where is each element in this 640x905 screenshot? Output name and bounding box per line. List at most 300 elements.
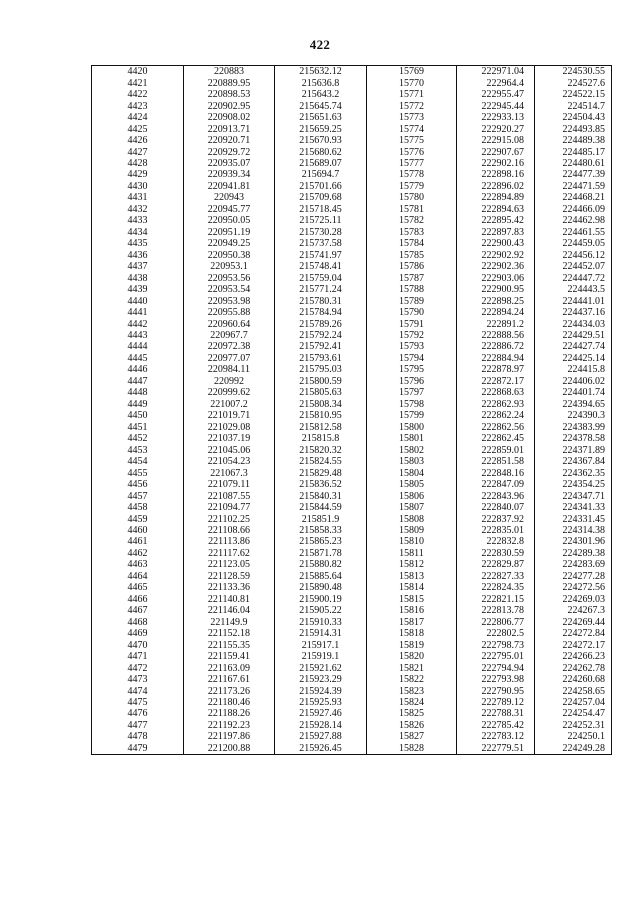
cell-point-number-2: 15803	[367, 456, 457, 467]
cell-point-number-2: 15805	[367, 479, 457, 490]
cell-point-number-2: 15799	[367, 410, 457, 421]
table-row	[92, 135, 612, 146]
cell-point-number-2: 15820	[367, 651, 457, 662]
cell-x-coordinate: 220992	[184, 376, 275, 387]
cell-y-coordinate-2: 224250.1	[535, 731, 612, 742]
cell-x-coordinate: 221152.18	[184, 628, 275, 639]
cell-point-number-2: 15813	[367, 571, 457, 582]
cell-x-coordinate: 220920.71	[184, 135, 275, 146]
cell-point-number-2: 15801	[367, 433, 457, 444]
cell-point-number-2: 15777	[367, 158, 457, 169]
cell-y-coordinate-2: 224257.04	[535, 697, 612, 708]
cell-y-coordinate-2: 224277.28	[535, 571, 612, 582]
cell-x-coordinate-2: 222933.13	[457, 112, 535, 123]
cell-y-coordinate: 215636.8	[275, 77, 367, 88]
cell-y-coordinate: 215759.04	[275, 272, 367, 283]
cell-point-number: 4436	[92, 250, 184, 261]
cell-y-coordinate: 215865.23	[275, 536, 367, 547]
cell-point-number-2: 15770	[367, 77, 457, 88]
cell-point-number: 4454	[92, 456, 184, 467]
cell-y-coordinate-2: 224527.6	[535, 77, 612, 88]
cell-x-coordinate-2: 222903.06	[457, 272, 535, 283]
cell-y-coordinate: 215701.66	[275, 181, 367, 192]
cell-y-coordinate-2: 224530.55	[535, 66, 612, 78]
cell-x-coordinate-2: 222802.5	[457, 628, 535, 639]
cell-point-number: 4464	[92, 571, 184, 582]
coordinate-table-container	[91, 65, 611, 755]
cell-point-number: 4459	[92, 513, 184, 524]
cell-point-number: 4468	[92, 617, 184, 628]
cell-y-coordinate: 215689.07	[275, 158, 367, 169]
cell-x-coordinate: 221054.23	[184, 456, 275, 467]
cell-x-coordinate: 221167.61	[184, 674, 275, 685]
table-row	[92, 387, 612, 398]
cell-point-number-2: 15811	[367, 548, 457, 559]
table-body	[92, 66, 612, 755]
cell-x-coordinate-2: 222788.31	[457, 708, 535, 719]
table-row	[92, 341, 612, 352]
cell-point-number: 4473	[92, 674, 184, 685]
cell-point-number: 4467	[92, 605, 184, 616]
cell-y-coordinate: 215780.31	[275, 295, 367, 306]
cell-point-number: 4438	[92, 272, 184, 283]
cell-y-coordinate: 215925.93	[275, 697, 367, 708]
cell-point-number: 4450	[92, 410, 184, 421]
cell-point-number-2: 15804	[367, 467, 457, 478]
cell-y-coordinate-2: 224493.85	[535, 123, 612, 134]
table-row	[92, 605, 612, 616]
cell-y-coordinate-2: 224272.56	[535, 582, 612, 593]
cell-point-number-2: 15817	[367, 617, 457, 628]
cell-y-coordinate-2: 224260.68	[535, 674, 612, 685]
cell-point-number-2: 15775	[367, 135, 457, 146]
cell-point-number-2: 15821	[367, 662, 457, 673]
cell-x-coordinate: 221094.77	[184, 502, 275, 513]
cell-point-number: 4475	[92, 697, 184, 708]
cell-x-coordinate-2: 222862.45	[457, 433, 535, 444]
cell-x-coordinate: 221140.81	[184, 594, 275, 605]
cell-point-number: 4457	[92, 490, 184, 501]
cell-x-coordinate: 220935.07	[184, 158, 275, 169]
cell-point-number-2: 15785	[367, 250, 457, 261]
cell-y-coordinate: 215880.82	[275, 559, 367, 570]
cell-x-coordinate-2: 222902.16	[457, 158, 535, 169]
cell-y-coordinate: 215810.95	[275, 410, 367, 421]
cell-point-number: 4424	[92, 112, 184, 123]
cell-x-coordinate-2: 222783.12	[457, 731, 535, 742]
cell-point-number: 4470	[92, 639, 184, 650]
cell-y-coordinate: 215923.29	[275, 674, 367, 685]
table-row	[92, 272, 612, 283]
cell-y-coordinate-2: 224390.3	[535, 410, 612, 421]
cell-point-number: 4463	[92, 559, 184, 570]
cell-y-coordinate-2: 224437.16	[535, 307, 612, 318]
table-row	[92, 559, 612, 570]
cell-point-number: 4434	[92, 227, 184, 238]
cell-point-number: 4461	[92, 536, 184, 547]
cell-point-number: 4441	[92, 307, 184, 318]
table-row	[92, 617, 612, 628]
table-row	[92, 467, 612, 478]
cell-point-number-2: 15794	[367, 353, 457, 364]
cell-y-coordinate-2: 224452.07	[535, 261, 612, 272]
table-row	[92, 261, 612, 272]
table-row	[92, 112, 612, 123]
cell-x-coordinate-2: 222902.92	[457, 250, 535, 261]
cell-point-number-2: 15776	[367, 146, 457, 157]
cell-point-number: 4447	[92, 376, 184, 387]
cell-y-coordinate: 215924.39	[275, 685, 367, 696]
cell-y-coordinate-2: 224401.74	[535, 387, 612, 398]
table-row	[92, 215, 612, 226]
cell-x-coordinate-2: 222824.35	[457, 582, 535, 593]
cell-point-number: 4472	[92, 662, 184, 673]
table-row	[92, 685, 612, 696]
cell-y-coordinate: 215926.45	[275, 743, 367, 755]
cell-point-number-2: 15824	[367, 697, 457, 708]
cell-x-coordinate-2: 222900.43	[457, 238, 535, 249]
cell-y-coordinate: 215917.1	[275, 639, 367, 650]
cell-point-number: 4471	[92, 651, 184, 662]
cell-point-number: 4449	[92, 399, 184, 410]
cell-x-coordinate-2: 222829.87	[457, 559, 535, 570]
cell-x-coordinate: 220967.7	[184, 330, 275, 341]
cell-y-coordinate: 215709.68	[275, 192, 367, 203]
cell-point-number: 4458	[92, 502, 184, 513]
cell-point-number-2: 15792	[367, 330, 457, 341]
cell-y-coordinate: 215905.22	[275, 605, 367, 616]
cell-y-coordinate: 215643.2	[275, 89, 367, 100]
cell-x-coordinate-2: 222790.95	[457, 685, 535, 696]
cell-point-number-2: 15793	[367, 341, 457, 352]
cell-x-coordinate: 220960.64	[184, 318, 275, 329]
cell-point-number: 4474	[92, 685, 184, 696]
cell-point-number: 4425	[92, 123, 184, 134]
cell-y-coordinate-2: 224415.8	[535, 364, 612, 375]
cell-x-coordinate: 221087.55	[184, 490, 275, 501]
cell-point-number-2: 15808	[367, 513, 457, 524]
cell-y-coordinate-2: 224283.69	[535, 559, 612, 570]
cell-point-number: 4448	[92, 387, 184, 398]
cell-point-number: 4478	[92, 731, 184, 742]
cell-x-coordinate: 221159.41	[184, 651, 275, 662]
cell-y-coordinate-2: 224480.61	[535, 158, 612, 169]
cell-y-coordinate: 215927.88	[275, 731, 367, 742]
cell-x-coordinate: 221133.36	[184, 582, 275, 593]
cell-point-number: 4466	[92, 594, 184, 605]
cell-point-number: 4443	[92, 330, 184, 341]
cell-x-coordinate-2: 222868.63	[457, 387, 535, 398]
cell-x-coordinate-2: 222847.09	[457, 479, 535, 490]
table-row	[92, 536, 612, 547]
cell-point-number-2: 15815	[367, 594, 457, 605]
cell-y-coordinate: 215730.28	[275, 227, 367, 238]
cell-y-coordinate: 215718.45	[275, 204, 367, 215]
cell-x-coordinate: 221067.3	[184, 467, 275, 478]
table-row	[92, 571, 612, 582]
table-row	[92, 456, 612, 467]
cell-x-coordinate: 221019.71	[184, 410, 275, 421]
cell-point-number-2: 15787	[367, 272, 457, 283]
cell-y-coordinate-2: 224456.12	[535, 250, 612, 261]
cell-x-coordinate: 220941.81	[184, 181, 275, 192]
cell-x-coordinate: 221128.59	[184, 571, 275, 582]
cell-y-coordinate-2: 224378.58	[535, 433, 612, 444]
cell-point-number: 4446	[92, 364, 184, 375]
cell-x-coordinate: 220953.56	[184, 272, 275, 283]
cell-y-coordinate-2: 224466.09	[535, 204, 612, 215]
cell-point-number-2: 15819	[367, 639, 457, 650]
cell-point-number-2: 15783	[367, 227, 457, 238]
cell-x-coordinate-2: 222832.8	[457, 536, 535, 547]
cell-x-coordinate-2: 222888.56	[457, 330, 535, 341]
cell-point-number: 4451	[92, 422, 184, 433]
cell-point-number-2: 15774	[367, 123, 457, 134]
cell-y-coordinate-2: 224485.17	[535, 146, 612, 157]
cell-point-number: 4465	[92, 582, 184, 593]
cell-x-coordinate: 221037.19	[184, 433, 275, 444]
cell-point-number: 4423	[92, 100, 184, 111]
cell-x-coordinate: 220972.38	[184, 341, 275, 352]
cell-x-coordinate-2: 222862.93	[457, 399, 535, 410]
table-row	[92, 697, 612, 708]
cell-y-coordinate-2: 224289.38	[535, 548, 612, 559]
cell-x-coordinate: 221188.26	[184, 708, 275, 719]
cell-point-number: 4432	[92, 204, 184, 215]
cell-x-coordinate: 220883	[184, 66, 275, 78]
cell-x-coordinate: 220953.54	[184, 284, 275, 295]
cell-x-coordinate-2: 222813.78	[457, 605, 535, 616]
cell-x-coordinate: 220999.62	[184, 387, 275, 398]
cell-point-number: 4428	[92, 158, 184, 169]
table-row	[92, 330, 612, 341]
table-row	[92, 307, 612, 318]
table-row	[92, 731, 612, 742]
cell-point-number-2: 15786	[367, 261, 457, 272]
table-row	[92, 548, 612, 559]
cell-x-coordinate-2: 222898.16	[457, 169, 535, 180]
cell-x-coordinate: 221149.9	[184, 617, 275, 628]
cell-y-coordinate-2: 224504.43	[535, 112, 612, 123]
cell-point-number-2: 15802	[367, 444, 457, 455]
table-row	[92, 525, 612, 536]
cell-y-coordinate-2: 224462.98	[535, 215, 612, 226]
cell-point-number-2: 15797	[367, 387, 457, 398]
cell-point-number-2: 15796	[367, 376, 457, 387]
cell-y-coordinate: 215820.32	[275, 444, 367, 455]
table-row	[92, 318, 612, 329]
table-row	[92, 284, 612, 295]
table-row	[92, 227, 612, 238]
cell-y-coordinate: 215871.78	[275, 548, 367, 559]
cell-y-coordinate-2: 224266.23	[535, 651, 612, 662]
cell-x-coordinate: 221155.35	[184, 639, 275, 650]
table-row	[92, 490, 612, 501]
cell-x-coordinate-2: 222920.27	[457, 123, 535, 134]
cell-y-coordinate: 215890.48	[275, 582, 367, 593]
cell-point-number-2: 15779	[367, 181, 457, 192]
cell-y-coordinate-2: 224347.71	[535, 490, 612, 501]
cell-y-coordinate: 215680.62	[275, 146, 367, 157]
cell-x-coordinate-2: 222894.63	[457, 204, 535, 215]
table-row	[92, 479, 612, 490]
cell-y-coordinate: 215900.19	[275, 594, 367, 605]
cell-x-coordinate: 220929.72	[184, 146, 275, 157]
cell-x-coordinate-2: 222843.96	[457, 490, 535, 501]
cell-point-number-2: 15772	[367, 100, 457, 111]
cell-x-coordinate: 221029.08	[184, 422, 275, 433]
cell-x-coordinate: 221045.06	[184, 444, 275, 455]
cell-y-coordinate: 215645.74	[275, 100, 367, 111]
cell-x-coordinate-2: 222779.51	[457, 743, 535, 755]
cell-y-coordinate-2: 224314.38	[535, 525, 612, 536]
cell-y-coordinate-2: 224514.7	[535, 100, 612, 111]
cell-point-number-2: 15814	[367, 582, 457, 593]
cell-point-number: 4460	[92, 525, 184, 536]
table-row	[92, 192, 612, 203]
cell-point-number: 4429	[92, 169, 184, 180]
cell-y-coordinate: 215910.33	[275, 617, 367, 628]
cell-y-coordinate: 215795.03	[275, 364, 367, 375]
cell-y-coordinate: 215928.14	[275, 720, 367, 731]
cell-point-number-2: 15773	[367, 112, 457, 123]
cell-x-coordinate-2: 222915.08	[457, 135, 535, 146]
cell-x-coordinate-2: 222798.73	[457, 639, 535, 650]
cell-x-coordinate: 220943	[184, 192, 275, 203]
cell-x-coordinate-2: 222907.67	[457, 146, 535, 157]
cell-point-number: 4455	[92, 467, 184, 478]
cell-point-number: 4427	[92, 146, 184, 157]
cell-x-coordinate-2: 222837.92	[457, 513, 535, 524]
page-number: 422	[309, 37, 331, 52]
cell-point-number-2: 15810	[367, 536, 457, 547]
cell-point-number: 4445	[92, 353, 184, 364]
cell-x-coordinate: 220902.95	[184, 100, 275, 111]
cell-y-coordinate-2: 224459.05	[535, 238, 612, 249]
table-row	[92, 364, 612, 375]
cell-y-coordinate-2: 224427.74	[535, 341, 612, 352]
cell-point-number: 4431	[92, 192, 184, 203]
cell-point-number-2: 15823	[367, 685, 457, 696]
table-row	[92, 444, 612, 455]
cell-x-coordinate: 220939.34	[184, 169, 275, 180]
table-row	[92, 146, 612, 157]
table-row	[92, 295, 612, 306]
cell-x-coordinate-2: 222884.94	[457, 353, 535, 364]
cell-point-number-2: 15825	[367, 708, 457, 719]
cell-y-coordinate-2: 224249.28	[535, 743, 612, 755]
cell-y-coordinate: 215927.46	[275, 708, 367, 719]
cell-x-coordinate: 220950.38	[184, 250, 275, 261]
cell-x-coordinate: 220889.95	[184, 77, 275, 88]
cell-x-coordinate-2: 222827.33	[457, 571, 535, 582]
cell-point-number: 4452	[92, 433, 184, 444]
cell-x-coordinate: 220898.53	[184, 89, 275, 100]
cell-y-coordinate-2: 224522.15	[535, 89, 612, 100]
cell-point-number-2: 15798	[367, 399, 457, 410]
table-row	[92, 513, 612, 524]
cell-y-coordinate-2: 224489.38	[535, 135, 612, 146]
cell-y-coordinate: 215792.41	[275, 341, 367, 352]
cell-x-coordinate-2: 222862.56	[457, 422, 535, 433]
cell-y-coordinate-2: 224468.21	[535, 192, 612, 203]
cell-point-number-2: 15827	[367, 731, 457, 742]
cell-point-number: 4435	[92, 238, 184, 249]
cell-point-number-2: 15816	[367, 605, 457, 616]
cell-y-coordinate: 215851.9	[275, 513, 367, 524]
cell-x-coordinate-2: 222894.89	[457, 192, 535, 203]
cell-y-coordinate-2: 224269.44	[535, 617, 612, 628]
cell-x-coordinate: 221192.23	[184, 720, 275, 731]
table-row	[92, 594, 612, 605]
cell-point-number: 4456	[92, 479, 184, 490]
cell-y-coordinate: 215800.59	[275, 376, 367, 387]
cell-y-coordinate-2: 224362.35	[535, 467, 612, 478]
cell-x-coordinate-2: 222898.25	[457, 295, 535, 306]
cell-x-coordinate-2: 222878.97	[457, 364, 535, 375]
cell-x-coordinate: 220984.11	[184, 364, 275, 375]
cell-y-coordinate: 215836.52	[275, 479, 367, 490]
cell-x-coordinate: 221117.62	[184, 548, 275, 559]
cell-x-coordinate: 220953.98	[184, 295, 275, 306]
cell-x-coordinate-2: 222821.15	[457, 594, 535, 605]
cell-x-coordinate: 220945.77	[184, 204, 275, 215]
cell-y-coordinate: 215829.48	[275, 467, 367, 478]
cell-point-number-2: 15812	[367, 559, 457, 570]
cell-y-coordinate: 215805.63	[275, 387, 367, 398]
cell-point-number-2: 15828	[367, 743, 457, 755]
cell-point-number: 4439	[92, 284, 184, 295]
cell-x-coordinate-2: 222830.59	[457, 548, 535, 559]
cell-x-coordinate-2: 222859.01	[457, 444, 535, 455]
cell-x-coordinate-2: 222896.02	[457, 181, 535, 192]
cell-y-coordinate: 215737.58	[275, 238, 367, 249]
cell-y-coordinate-2: 224258.65	[535, 685, 612, 696]
cell-point-number-2: 15826	[367, 720, 457, 731]
cell-y-coordinate-2: 224434.03	[535, 318, 612, 329]
cell-x-coordinate: 221180.46	[184, 697, 275, 708]
cell-point-number: 4444	[92, 341, 184, 352]
cell-y-coordinate-2: 224272.17	[535, 639, 612, 650]
cell-y-coordinate: 215808.34	[275, 399, 367, 410]
cell-point-number: 4437	[92, 261, 184, 272]
cell-y-coordinate: 215632.12	[275, 66, 367, 78]
cell-x-coordinate: 220949.25	[184, 238, 275, 249]
cell-x-coordinate-2: 222848.16	[457, 467, 535, 478]
cell-x-coordinate-2: 222895.42	[457, 215, 535, 226]
cell-y-coordinate: 215815.8	[275, 433, 367, 444]
cell-x-coordinate-2: 222862.24	[457, 410, 535, 421]
cell-y-coordinate: 215824.55	[275, 456, 367, 467]
cell-x-coordinate-2: 222955.47	[457, 89, 535, 100]
cell-x-coordinate: 221113.86	[184, 536, 275, 547]
table-row	[92, 433, 612, 444]
cell-x-coordinate: 221102.25	[184, 513, 275, 524]
table-row	[92, 422, 612, 433]
cell-x-coordinate-2: 222902.36	[457, 261, 535, 272]
cell-y-coordinate-2: 224429.51	[535, 330, 612, 341]
cell-point-number: 4421	[92, 77, 184, 88]
cell-y-coordinate-2: 224272.84	[535, 628, 612, 639]
cell-point-number-2: 15789	[367, 295, 457, 306]
table-row	[92, 204, 612, 215]
cell-x-coordinate: 221108.66	[184, 525, 275, 536]
table-row	[92, 238, 612, 249]
cell-y-coordinate: 215741.97	[275, 250, 367, 261]
cell-y-coordinate-2: 224331.45	[535, 513, 612, 524]
cell-x-coordinate-2: 222971.04	[457, 66, 535, 78]
cell-x-coordinate: 220950.05	[184, 215, 275, 226]
